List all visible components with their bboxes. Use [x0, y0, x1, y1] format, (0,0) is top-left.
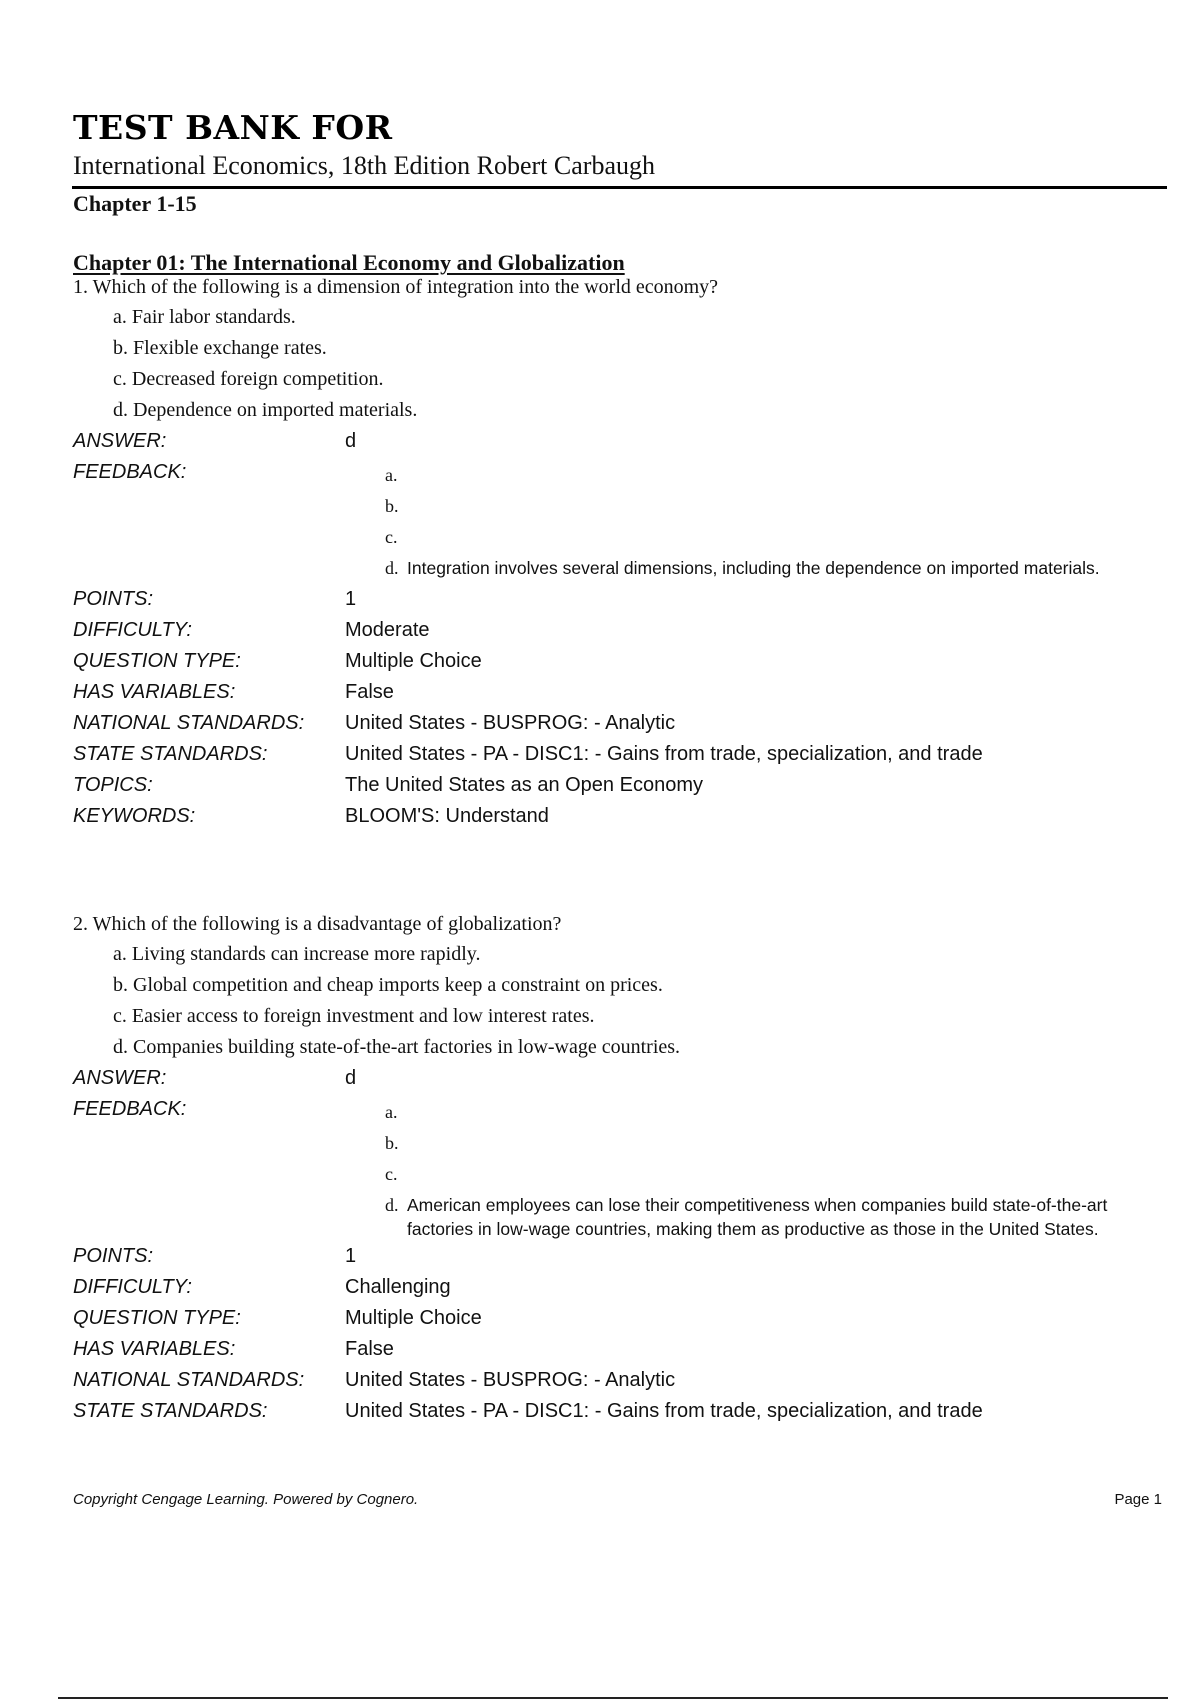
- feedback-item: [345, 491, 1163, 522]
- question-type-label: QUESTION TYPE:: [73, 1307, 241, 1329]
- has-variables-value: False: [345, 681, 394, 703]
- question-stem: 1. Which of the following is a dimension of integration into the world economy?: [73, 276, 719, 298]
- topics-value: The United States as an Open Economy: [345, 774, 703, 796]
- document-subtitle: International Economics, 18th Edition Robert Carbaugh: [73, 151, 655, 180]
- state-standards-value: United States - PA - DISC1: - Gains from trade, specialization, and trade: [345, 1400, 983, 1422]
- option-a: a. Fair labor standards.: [113, 306, 296, 328]
- question-2: [73, 909, 1163, 1427]
- question-type-label: QUESTION TYPE:: [73, 650, 241, 672]
- option-c: c. Decreased foreign competition.: [113, 368, 384, 390]
- chapter-range: Chapter 1-15: [73, 191, 197, 216]
- state-standards-label: STATE STANDARDS:: [73, 743, 268, 765]
- answer-value: d: [345, 1067, 357, 1089]
- national-standards-row: [73, 1365, 1163, 1396]
- feedback-letter: b.: [385, 1133, 399, 1153]
- has-variables-row: [73, 677, 1163, 708]
- feedback-item: [345, 1128, 1163, 1159]
- feedback-letter: d.: [385, 1195, 399, 1215]
- feedback-text: American employees can lose their competitiveness when companies build state-of-the-art factories in low-wage countries, making them as productive as those in the United States.: [407, 1195, 1108, 1239]
- national-standards-label: NATIONAL STANDARDS:: [73, 712, 305, 734]
- feedback-item: [345, 460, 1163, 491]
- feedback-letter: c.: [385, 1164, 398, 1184]
- keywords-value: BLOOM'S: Understand: [345, 805, 549, 827]
- option-b: b. Flexible exchange rates.: [113, 337, 327, 359]
- footer-copyright: Copyright Cengage Learning. Powered by Cognero.: [73, 1491, 419, 1508]
- points-value: 1: [345, 1245, 357, 1267]
- answer-value: d: [345, 430, 357, 452]
- difficulty-row: [73, 1272, 1163, 1303]
- difficulty-label: DIFFICULTY:: [73, 1276, 192, 1298]
- feedback-item: [345, 522, 1163, 553]
- feedback-label: FEEDBACK:: [73, 1098, 187, 1120]
- feedback-list: [345, 457, 1163, 584]
- keywords-label: KEYWORDS:: [73, 805, 196, 827]
- feedback-item: [345, 1159, 1163, 1190]
- option-d: d. Companies building state-of-the-art factories in low-wage countries.: [113, 1036, 681, 1058]
- points-label: POINTS:: [73, 1245, 154, 1267]
- option-d: d. Dependence on imported materials.: [113, 399, 418, 421]
- state-standards-value: United States - PA - DISC1: - Gains from trade, specialization, and trade: [345, 743, 983, 765]
- question-1: [73, 272, 1163, 832]
- national-standards-row: [73, 708, 1163, 739]
- feedback-list: [345, 1094, 1163, 1241]
- chapter-heading: Chapter 01: The International Economy and Globalization: [73, 250, 625, 275]
- option-a: a. Living standards can increase more rapidly.: [113, 943, 481, 965]
- national-standards-label: NATIONAL STANDARDS:: [73, 1369, 305, 1391]
- has-variables-label: HAS VARIABLES:: [73, 1338, 236, 1360]
- has-variables-row: [73, 1334, 1163, 1365]
- title-divider: [72, 186, 1167, 189]
- feedback-row: [73, 457, 1163, 584]
- question-stem: 2. Which of the following is a disadvantage of globalization?: [73, 913, 562, 935]
- state-standards-row: [73, 739, 1163, 770]
- difficulty-value: Challenging: [345, 1276, 451, 1298]
- question-type-row: [73, 646, 1163, 677]
- option-b: b. Global competition and cheap imports keep a constraint on prices.: [113, 974, 663, 996]
- points-value: 1: [345, 588, 357, 610]
- points-row: [73, 1241, 1163, 1272]
- document-title: TEST BANK FOR: [73, 108, 393, 147]
- difficulty-label: DIFFICULTY:: [73, 619, 192, 641]
- answer-row: [73, 426, 1163, 457]
- has-variables-label: HAS VARIABLES:: [73, 681, 236, 703]
- feedback-letter: a.: [385, 465, 398, 485]
- feedback-item: [345, 553, 1163, 584]
- feedback-item: [345, 1190, 1163, 1241]
- feedback-row: [73, 1094, 1163, 1241]
- national-standards-value: United States - BUSPROG: - Analytic: [345, 712, 676, 734]
- state-standards-label: STATE STANDARDS:: [73, 1400, 268, 1422]
- national-standards-value: United States - BUSPROG: - Analytic: [345, 1369, 676, 1391]
- question-type-value: Multiple Choice: [345, 1307, 482, 1329]
- points-row: [73, 584, 1163, 615]
- footer-page-number: Page 1: [1114, 1491, 1162, 1508]
- difficulty-value: Moderate: [345, 619, 430, 641]
- difficulty-row: [73, 615, 1163, 646]
- topics-label: TOPICS:: [73, 774, 153, 796]
- bottom-divider: [58, 1697, 1168, 1699]
- option-c: c. Easier access to foreign investment and low interest rates.: [113, 1005, 595, 1027]
- answer-row: [73, 1063, 1163, 1094]
- feedback-label: FEEDBACK:: [73, 461, 187, 483]
- feedback-text: Integration involves several dimensions, including the dependence on imported materials.: [407, 558, 1100, 578]
- keywords-row: [73, 801, 1163, 832]
- topics-row: [73, 770, 1163, 801]
- feedback-letter: d.: [385, 558, 399, 578]
- state-standards-row: [73, 1396, 1163, 1427]
- feedback-letter: a.: [385, 1102, 398, 1122]
- feedback-letter: c.: [385, 527, 398, 547]
- answer-label: ANSWER:: [73, 1067, 167, 1089]
- question-type-row: [73, 1303, 1163, 1334]
- points-label: POINTS:: [73, 588, 154, 610]
- feedback-item: [345, 1097, 1163, 1128]
- question-type-value: Multiple Choice: [345, 650, 482, 672]
- feedback-letter: b.: [385, 496, 399, 516]
- has-variables-value: False: [345, 1338, 394, 1360]
- answer-label: ANSWER:: [73, 430, 167, 452]
